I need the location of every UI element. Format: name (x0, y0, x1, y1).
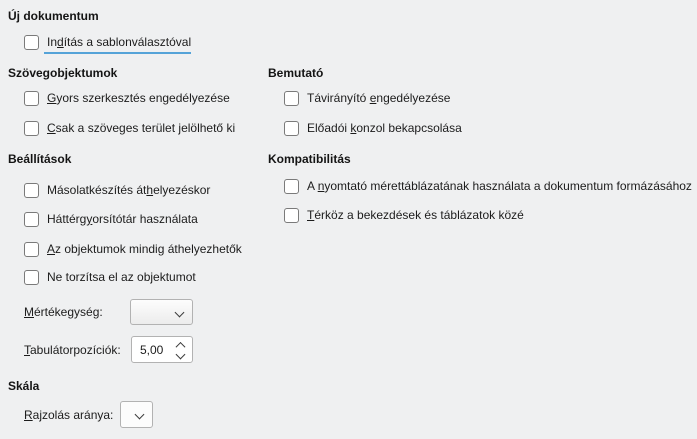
checkbox[interactable] (24, 212, 39, 227)
drawing-scale-label (24, 408, 113, 422)
section-title-presentation: Bemutató (268, 66, 324, 80)
checkbox-row-enable-presenter-console (284, 120, 462, 136)
section-title-compatibility: Kompatibilitás (268, 152, 351, 166)
unit-of-measurement-combobox[interactable] (130, 299, 193, 325)
checkbox[interactable] (24, 183, 39, 198)
checkbox[interactable] (284, 208, 299, 223)
label-mnemonic: h (146, 183, 154, 197)
label-post: yomtató mérettáblázatának használata a dokumentum formázásához (324, 179, 692, 193)
checkbox-label[interactable] (307, 121, 462, 135)
label-post: elyezéskor (153, 183, 211, 197)
label-mnemonic: T (24, 343, 30, 357)
tab-stops-input[interactable]: 5,00 (140, 342, 164, 357)
label-post: sak a szöveges terület jelölhető ki (55, 121, 236, 135)
label-post: orsítótár használata (92, 212, 198, 226)
checkbox-label[interactable] (47, 91, 230, 105)
section-title-scale: Skála (8, 379, 40, 393)
checkbox[interactable] (24, 242, 39, 257)
label-post: ítás a sablonválasztóval (63, 35, 192, 49)
label-post: ajzolás aránya: (32, 408, 114, 422)
label-post: onzol bekapcsolása (356, 121, 462, 135)
checkbox[interactable] (284, 91, 299, 106)
spin-buttons (177, 342, 192, 358)
checkbox[interactable] (24, 35, 39, 50)
checkbox-row-objects-always-moveable (24, 241, 242, 257)
checkbox-row-use-printer-metrics (284, 178, 692, 194)
label-pre: Háttérg (47, 212, 87, 226)
label-mnemonic: A (47, 242, 56, 256)
checkbox-row-enable-remote-control (284, 90, 450, 106)
checkbox-row-allow-quick-editing (24, 90, 230, 106)
label-mnemonic: M (24, 305, 34, 319)
checkbox-row-spacing-paragraphs-tables (284, 207, 524, 223)
label-post: yors szerkesztés engedélyezése (56, 91, 230, 105)
label-pre: In (47, 35, 58, 49)
focus-underline (44, 52, 191, 54)
checkbox-row-copy-when-moving (24, 182, 210, 198)
checkbox[interactable] (24, 121, 39, 136)
section-title-settings: Beállítások (8, 152, 72, 166)
checkbox[interactable] (24, 91, 39, 106)
checkbox-label[interactable] (307, 91, 450, 105)
label-mnemonic: C (47, 121, 56, 135)
checkbox-row-only-text-area-selectable (24, 120, 235, 136)
label-mnemonic: y (86, 212, 93, 226)
label-post: értékegység: (34, 305, 103, 319)
checkbox-label[interactable] (307, 179, 692, 193)
label-mnemonic: e (369, 91, 377, 105)
label-mnemonic: G (47, 91, 57, 105)
section-title-new-document: Új dokumentum (8, 9, 99, 23)
unit-of-measurement-label (24, 305, 103, 319)
label-mnemonic: d (57, 35, 64, 49)
checkbox[interactable] (284, 121, 299, 136)
chevron-down-icon (175, 307, 185, 317)
checkbox-label[interactable] (47, 212, 198, 226)
tab-stops-label (24, 343, 121, 357)
section-title-text-objects: Szövegobjektumok (8, 66, 118, 80)
label-mnemonic: T (307, 208, 315, 222)
checkbox-label[interactable] (47, 183, 210, 197)
label-post: ngedélyezése (376, 91, 451, 105)
checkbox[interactable] (284, 179, 299, 194)
label-pre: Másolatkészítés át (47, 183, 147, 197)
label-mnemonic: k (350, 121, 357, 135)
checkbox[interactable] (24, 270, 39, 285)
label-pre: Előadói (307, 121, 351, 135)
label-mnemonic: n (317, 179, 325, 193)
tab-stops-spinbox (131, 336, 193, 363)
checkbox-row-start-with-template (24, 34, 191, 50)
label-post: abulátorpozíciók: (30, 343, 121, 357)
drawing-scale-combobox[interactable] (120, 401, 153, 428)
label-post: z objektumok mindig áthelyezhetők (55, 242, 242, 256)
label-pre: A (307, 179, 318, 193)
checkbox-row-do-not-distort-object (24, 269, 196, 285)
checkbox-row-use-background-cache (24, 211, 198, 227)
checkbox-label[interactable] (47, 270, 196, 284)
checkbox-label[interactable] (307, 208, 524, 222)
label-post: érköz a bekezdések és táblázatok közé (314, 208, 524, 222)
chevron-down-icon (135, 410, 145, 420)
checkbox-label[interactable] (47, 242, 242, 256)
label-pre: Ne torzítsa el az objektumot (47, 270, 196, 284)
label-pre: Távirányító (307, 91, 370, 105)
checkbox-label[interactable] (47, 35, 191, 49)
checkbox-label[interactable] (47, 121, 235, 135)
chevron-down-icon[interactable] (176, 349, 186, 359)
label-mnemonic: R (24, 408, 33, 422)
